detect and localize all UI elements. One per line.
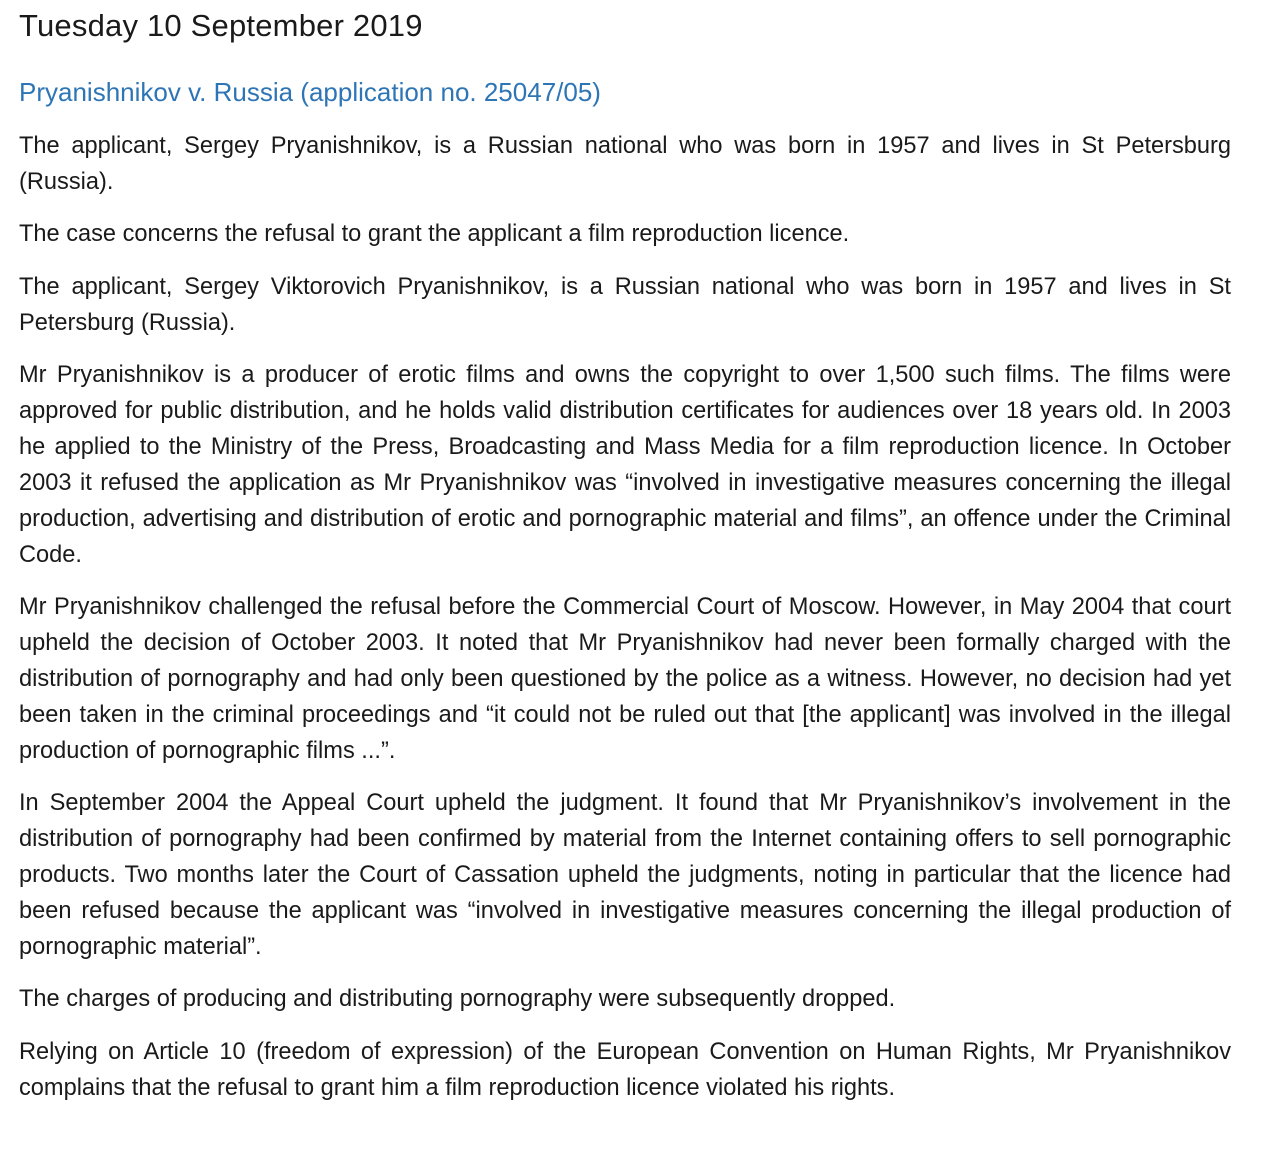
date-heading: Tuesday 10 September 2019 [19, 8, 423, 43]
paragraph-applicant-details: The applicant, Sergey Viktorovich Pryanishnikov, is a Russian national who was born in 1957 and lives in St Petersburg (Russia). [19, 274, 1231, 336]
paragraph-background: Mr Pryanishnikov is a producer of erotic films and owns the copyright to over 1,500 such films. The films were approved for public distribution, and he holds valid distribution certificates for audiences over 18 years old. In 2003 he applied to the Ministry of the Press, Broadcasting and Mass Media for a film reproduction licence. In October 2003 it refused the application as Mr Pryanishnikov was “involved in investigative measures concerning the illegal production, advertising and distribution of erotic and pornographic material and films”, an offence under the Criminal Code. [19, 362, 1231, 568]
paragraph-commercial-court: Mr Pryanishnikov challenged the refusal before the Commercial Court of Moscow. However, in May 2004 that court upheld the decision of October 2003. It noted that Mr Pryanishnikov had never been formally charged with the distribution of pornography and had only been questioned by the police as a witness. However, no decision had yet been taken in the criminal proceedings and “it could not be ruled out that [the applicant] was involved in the illegal production of pornographic films ...”. [19, 594, 1231, 764]
paragraph-charges-dropped: The charges of producing and distributing pornography were subsequently dropped. [19, 986, 896, 1012]
case-title: Pryanishnikov v. Russia (application no. 25047/05) [19, 77, 601, 107]
paragraph-complaint: Relying on Article 10 (freedom of expression) of the European Convention on Human Rights, Mr Pryanishnikov complains that the refusal to grant him a film reproduction licence violated his rights. [19, 1039, 1231, 1101]
paragraph-applicant-intro: The applicant, Sergey Pryanishnikov, is a Russian national who was born in 1957 and lives in St Petersburg (Russia). [19, 133, 1231, 195]
paragraph-case-summary: The case concerns the refusal to grant the applicant a film reproduction licence. [19, 221, 850, 247]
paragraph-appeal-court: In September 2004 the Appeal Court upheld the judgment. It found that Mr Pryanishnikov’s involvement in the distribution of pornography had been confirmed by material from the Internet containing offers to sell pornographic products. Two months later the Court of Cassation upheld the judgments, noting in particular that the licence had been refused because the applicant was “involved in investigative measures concerning the illegal production of pornographic material”. [19, 790, 1231, 960]
